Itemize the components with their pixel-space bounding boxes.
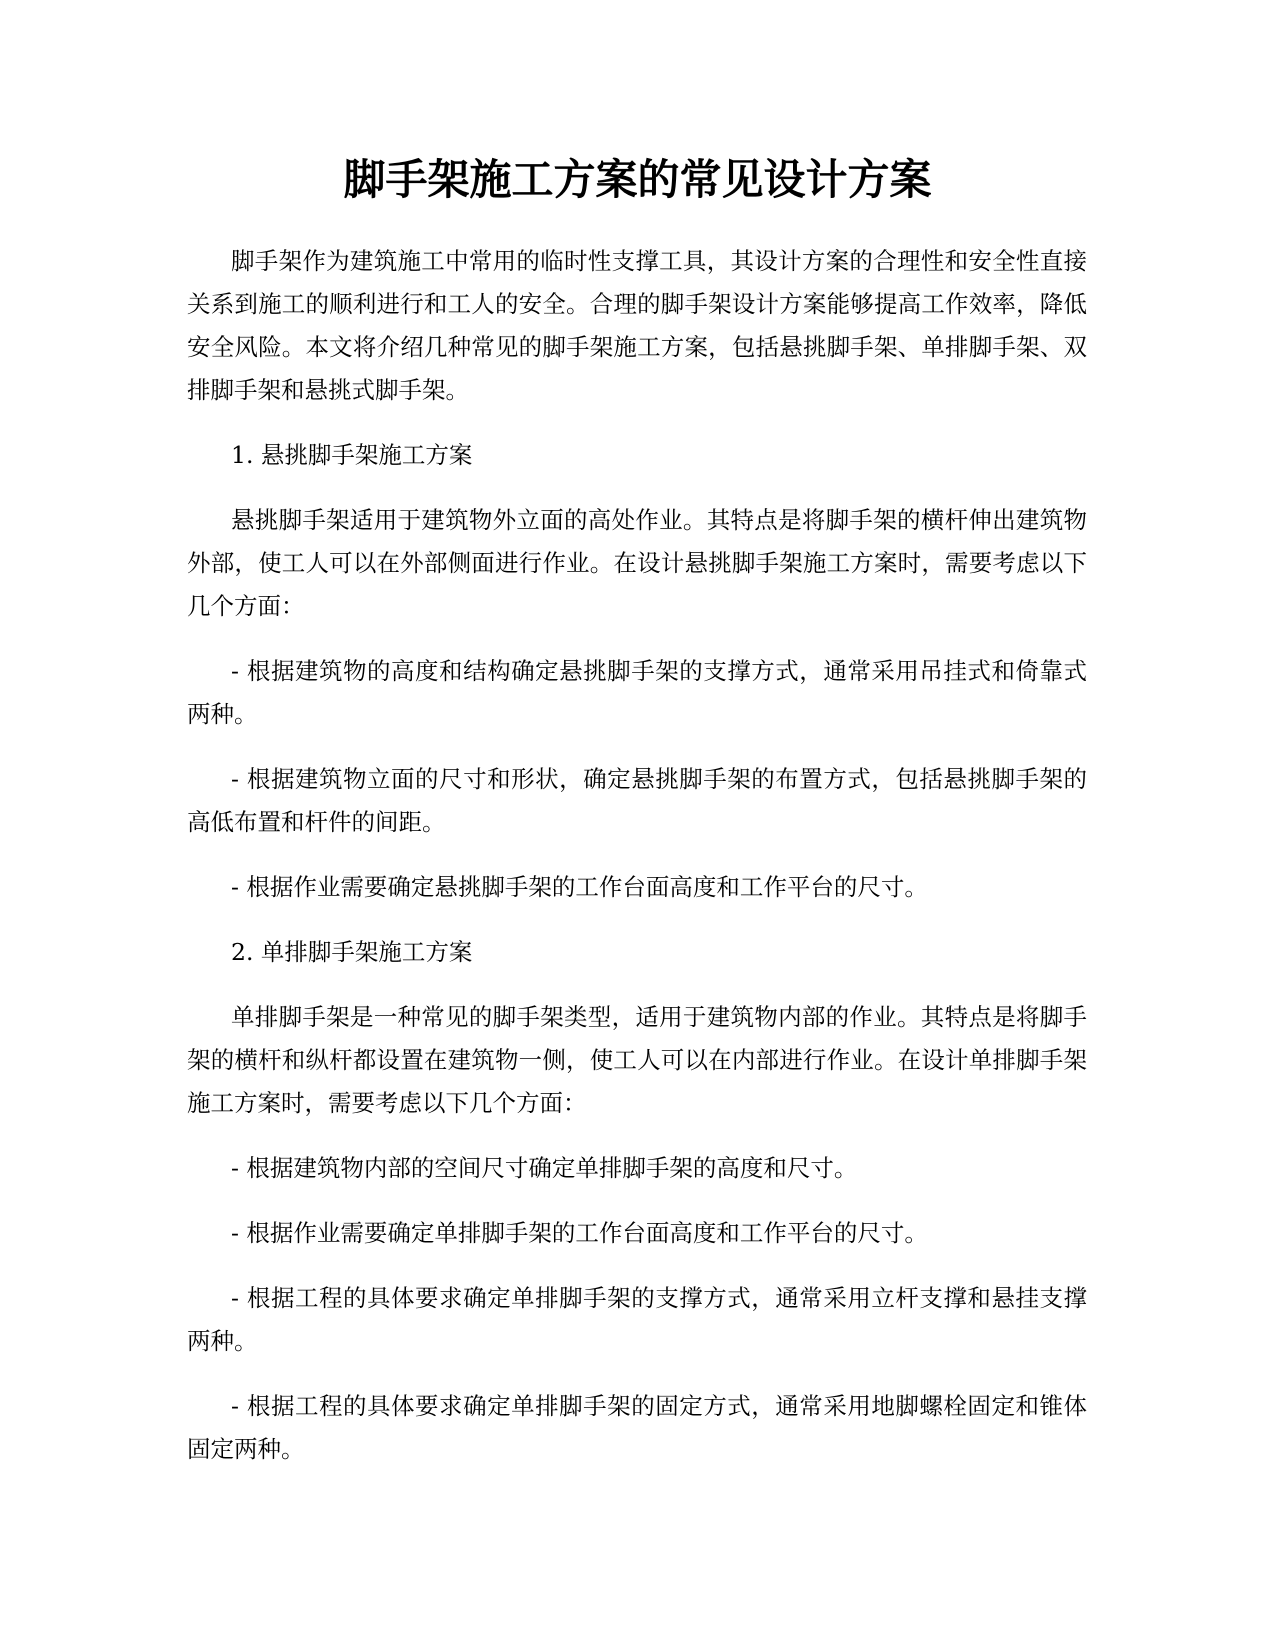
- document-title: 脚手架施工方案的常见设计方案: [343, 155, 932, 204]
- section-2-bullet-1: - 根据建筑物内部的空间尺寸确定单排脚手架的高度和尺寸。: [231, 1154, 858, 1182]
- section-1-bullet-3: - 根据作业需要确定悬挑脚手架的工作台面高度和工作平台的尺寸。: [231, 873, 928, 901]
- document-body: [187, 240, 1087, 1493]
- section-heading-2: 2. 单排脚手架施工方案: [231, 938, 473, 966]
- section-2-bullet-2: - 根据作业需要确定单排脚手架的工作台面高度和工作平台的尺寸。: [231, 1219, 928, 1247]
- section-2-bullet-4: - 根据工程的具体要求确定单排脚手架的固定方式，通常采用地脚螺栓固定和锥体固定两种。: [187, 1392, 1087, 1463]
- intro-paragraph: 脚手架作为建筑施工中常用的临时性支撑工具，其设计方案的合理性和安全性直接关系到施工的顺利进行和工人的安全。合理的脚手架设计方案能够提高工作效率，降低安全风险。本文将介绍几种常见的脚手架施工方案，包括悬挑脚手架、单排脚手架、双排脚手架和悬挑式脚手架。: [187, 247, 1087, 404]
- section-2-paragraph: 单排脚手架是一种常见的脚手架类型，适用于建筑物内部的作业。其特点是将脚手架的横杆和纵杆都设置在建筑物一侧，使工人可以在内部进行作业。在设计单排脚手架施工方案时，需要考虑以下几个方面：: [187, 1003, 1087, 1117]
- section-1-paragraph: 悬挑脚手架适用于建筑物外立面的高处作业。其特点是将脚手架的横杆伸出建筑物外部，使工人可以在外部侧面进行作业。在设计悬挑脚手架施工方案时，需要考虑以下几个方面：: [187, 506, 1087, 620]
- section-heading-1: 1. 悬挑脚手架施工方案: [231, 441, 473, 469]
- section-1-bullet-1: - 根据建筑物的高度和结构确定悬挑脚手架的支撑方式，通常采用吊挂式和倚靠式两种。: [187, 657, 1087, 728]
- section-2-bullet-3: - 根据工程的具体要求确定单排脚手架的支撑方式，通常采用立杆支撑和悬挂支撑两种。: [187, 1284, 1087, 1355]
- section-1-bullet-2: - 根据建筑物立面的尺寸和形状，确定悬挑脚手架的布置方式，包括悬挑脚手架的高低布置和杆件的间距。: [187, 765, 1087, 836]
